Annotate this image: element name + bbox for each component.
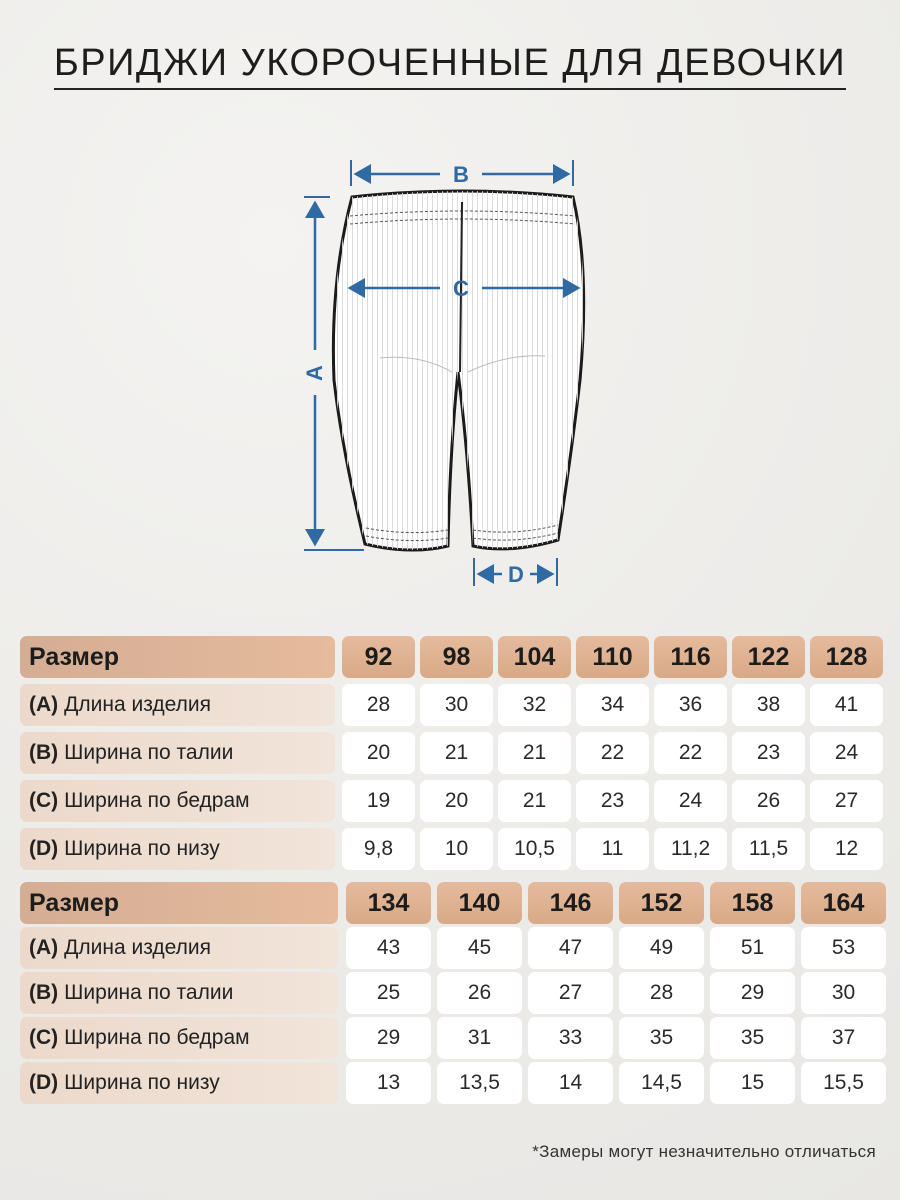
value-cell: 12: [810, 828, 883, 870]
measurement-name: Ширина по талии: [64, 981, 234, 1004]
measurement-code: (C): [29, 1026, 59, 1049]
value-cell: 22: [654, 732, 727, 774]
value-cell: 15,5: [801, 1062, 886, 1104]
value-cell: 14,5: [619, 1062, 704, 1104]
dimension-d: [474, 558, 557, 587]
size-header-cell: 92: [342, 636, 415, 678]
value-cell: 36: [654, 684, 727, 726]
value-cell: 23: [732, 732, 805, 774]
shorts-diagram: [290, 150, 610, 600]
label-a: A: [302, 365, 327, 381]
size-header-cell: 104: [498, 636, 571, 678]
value-cell: 35: [710, 1017, 795, 1059]
value-cell: 30: [420, 684, 493, 726]
value-cell: 49: [619, 927, 704, 969]
page-title: БРИДЖИ УКОРОЧЕННЫЕ ДЛЯ ДЕВОЧКИ: [0, 40, 900, 90]
measurement-code: (D): [29, 1071, 59, 1094]
value-cell: 24: [810, 732, 883, 774]
measurement-label: [20, 780, 335, 822]
size-header-cell: 116: [654, 636, 727, 678]
measurement-name: Ширина по талии: [64, 741, 234, 764]
measurement-label: [20, 684, 335, 726]
measurement-code: (C): [29, 789, 59, 812]
value-cell: 25: [346, 972, 431, 1014]
label-c: C: [453, 276, 469, 301]
value-cell: 45: [437, 927, 522, 969]
size-header-cell: 164: [801, 882, 886, 924]
value-cell: 21: [420, 732, 493, 774]
measurement-name: Длина изделия: [64, 693, 211, 716]
label-b: B: [453, 162, 469, 187]
label-d: D: [508, 562, 524, 587]
measurement-name: Ширина по низу: [64, 1071, 220, 1094]
measurement-code: (D): [29, 837, 59, 860]
value-cell: 21: [498, 732, 571, 774]
size-header-cell: 110: [576, 636, 649, 678]
value-cell: 37: [801, 1017, 886, 1059]
value-cell: 31: [437, 1017, 522, 1059]
value-cell: 27: [528, 972, 613, 1014]
measurement-code: (B): [29, 981, 59, 1004]
size-header-cell: 122: [732, 636, 805, 678]
value-cell: 26: [437, 972, 522, 1014]
measurement-label: [20, 828, 335, 870]
measurement-name: Ширина по бедрам: [64, 1026, 250, 1049]
value-cell: 30: [801, 972, 886, 1014]
value-cell: 10: [420, 828, 493, 870]
size-header-cell: 158: [710, 882, 795, 924]
size-header-cell: 140: [437, 882, 522, 924]
measurement-code: (B): [29, 741, 59, 764]
measurement-label: [20, 927, 338, 969]
size-header-label: Размер: [20, 636, 335, 678]
size-header-cell: 134: [346, 882, 431, 924]
size-header-label: Размер: [20, 882, 338, 924]
footnote: *Замеры могут незначительно отличаться: [532, 1142, 876, 1161]
measurement-code: (A): [29, 936, 59, 959]
measurement-code: (A): [29, 693, 59, 716]
value-cell: 10,5: [498, 828, 571, 870]
measurement-label: [20, 732, 335, 774]
value-cell: 29: [710, 972, 795, 1014]
value-cell: 14: [528, 1062, 613, 1104]
measurement-name: Ширина по бедрам: [64, 789, 250, 812]
value-cell: 34: [576, 684, 649, 726]
dimension-b: [351, 160, 573, 187]
value-cell: 47: [528, 927, 613, 969]
value-cell: 19: [342, 780, 415, 822]
value-cell: 11,2: [654, 828, 727, 870]
value-cell: 11: [576, 828, 649, 870]
value-cell: 13: [346, 1062, 431, 1104]
value-cell: 29: [346, 1017, 431, 1059]
value-cell: 15: [710, 1062, 795, 1104]
value-cell: 21: [498, 780, 571, 822]
value-cell: 23: [576, 780, 649, 822]
measurement-label: [20, 972, 338, 1014]
value-cell: 20: [420, 780, 493, 822]
value-cell: 43: [346, 927, 431, 969]
value-cell: 22: [576, 732, 649, 774]
value-cell: 38: [732, 684, 805, 726]
value-cell: 32: [498, 684, 571, 726]
value-cell: 35: [619, 1017, 704, 1059]
value-cell: 13,5: [437, 1062, 522, 1104]
value-cell: 33: [528, 1017, 613, 1059]
size-header-cell: 98: [420, 636, 493, 678]
value-cell: 41: [810, 684, 883, 726]
value-cell: 9,8: [342, 828, 415, 870]
measurement-name: Ширина по низу: [64, 837, 220, 860]
size-header-cell: 128: [810, 636, 883, 678]
value-cell: 20: [342, 732, 415, 774]
value-cell: 28: [619, 972, 704, 1014]
measurement-label: [20, 1017, 338, 1059]
value-cell: 24: [654, 780, 727, 822]
size-header-cell: 152: [619, 882, 704, 924]
value-cell: 53: [801, 927, 886, 969]
value-cell: 27: [810, 780, 883, 822]
measurement-label: [20, 1062, 338, 1104]
value-cell: 28: [342, 684, 415, 726]
value-cell: 26: [732, 780, 805, 822]
measurement-name: Длина изделия: [64, 936, 211, 959]
size-header-cell: 146: [528, 882, 613, 924]
value-cell: 11,5: [732, 828, 805, 870]
value-cell: 51: [710, 927, 795, 969]
